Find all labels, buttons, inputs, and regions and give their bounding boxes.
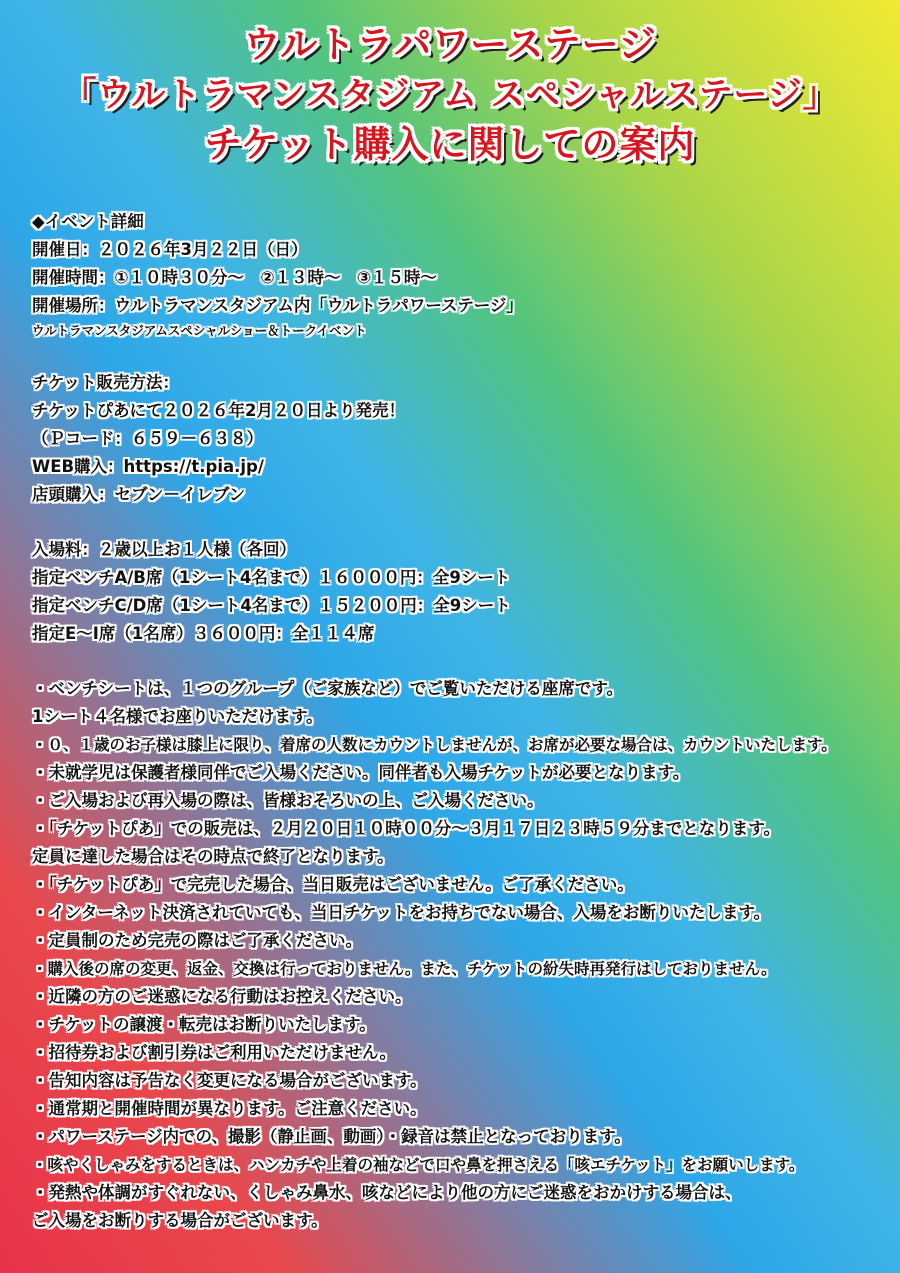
note-item: ・ベンチシートは、１つのグループ（ご家族など）でご覧いただける座席です。 — [32, 679, 624, 698]
ticket-store: 店頭購入：セブン－イレブン — [32, 485, 246, 504]
content-body — [32, 208, 882, 1235]
page-title — [0, 20, 900, 170]
ticket-pcode: （Ｐコード：６５９－６３８） — [32, 429, 263, 448]
title-line-2: 「ウルトラマンスタジアム スペシャルステージ」 — [62, 75, 838, 115]
price-item: 指定ベンチC/D席（1シート4名まで）１５２００円：全9シート — [32, 596, 511, 615]
event-heading: ◆イベント詳細 — [32, 212, 144, 231]
event-time: 開催時間：①１０時３０分～ ②１３時～ ③１５時～ — [32, 268, 437, 287]
title-line-3: チケット購入に関しての案内 — [204, 123, 696, 166]
notes-list — [32, 675, 882, 1235]
ticket-sales — [32, 369, 882, 509]
note-item: ・チケットの譲渡・転売はお断りいたします。 — [32, 1015, 376, 1034]
note-item: ・パワーステージ内での、撮影（静止画、動画）・録音は禁止となっております。 — [32, 1127, 631, 1146]
event-details — [32, 208, 882, 342]
note-item: ・咳やくしゃみをするときは、ハンカチや上着の袖などで口や鼻を押さえる「咳エチケット」をお願いします。 — [32, 1156, 805, 1174]
note-item: ・インターネット決済されていても、当日チケットをお持ちでない場合、入場をお断りいたします。 — [32, 903, 771, 922]
title-line-1: ウルトラパワーステージ — [243, 23, 657, 66]
event-subtitle: ウルトラマンスタジアムスペシャルショー＆トークイベント — [32, 323, 367, 338]
note-item: ・０、１歳のお子様は膝上に限り、着席の人数にカウントしませんが、お席が必要な場合は、カウントいたします。 — [32, 736, 837, 754]
price-section — [32, 536, 882, 648]
note-item: ・「チケットぴあ」での販売は、２月２０日１０時００分～３月１７日２３時５９分までとなります。 — [32, 819, 780, 838]
note-item: ・通常期と開催時間が異なります。ご注意ください。 — [32, 1099, 427, 1118]
note-item: 1シート４名様でお座りいただけます。 — [32, 707, 323, 726]
note-item: ・近隣の方のご迷惑になる行動はお控えください。 — [32, 987, 412, 1006]
note-item: ・購入後の席の変更、返金、交換は行っておりません。また、チケットの紛失時再発行はしておりません。 — [32, 960, 777, 978]
note-item: ・発熱や体調がすぐれない、くしゃみ鼻水、咳などにより他の方にご迷惑をおかけする場合は、 — [32, 1183, 742, 1202]
event-place: 開催場所：ウルトラマンスタジアム内「ウルトラパワーステージ」 — [32, 296, 523, 315]
ticket-web-link[interactable]: WEB購入：https://t.pia.jp/ — [32, 457, 264, 476]
note-item: ・ご入場および再入場の際は、皆様おそろいの上、ご入場ください。 — [32, 791, 544, 810]
event-date: 開催日：２０２６年3月２２日（日） — [32, 240, 308, 259]
note-item: ・「チケットぴあ」で完売した場合、当日販売はございません。ご了承ください。 — [32, 875, 634, 894]
note-item: ・招待券および割引券はご利用いただけません。 — [32, 1043, 396, 1062]
ticket-sale-start: チケットぴあにて２０２６年2月２０日より発売！ — [32, 401, 405, 420]
note-item: ご入場をお断りする場合がございます。 — [32, 1211, 328, 1230]
ticket-heading: チケット販売方法： — [32, 373, 180, 392]
price-item: 指定E～I席（1名席）３６００円：全１１４席 — [32, 624, 375, 643]
note-item: ・定員制のため完売の際はご了承ください。 — [32, 931, 362, 950]
note-item: ・告知内容は予告なく変更になる場合がございます。 — [32, 1071, 427, 1090]
note-item: 定員に達した場合はその時点で終了となります。 — [32, 847, 394, 866]
price-heading: 入場料：２歳以上お１人様（各回） — [32, 540, 296, 559]
price-item: 指定ベンチA/B席（1シート4名まで）１６０００円：全9シート — [32, 568, 511, 587]
note-item: ・未就学児は保護者様同伴でご入場ください。同伴者も入場チケットが必要となります。 — [32, 763, 690, 782]
